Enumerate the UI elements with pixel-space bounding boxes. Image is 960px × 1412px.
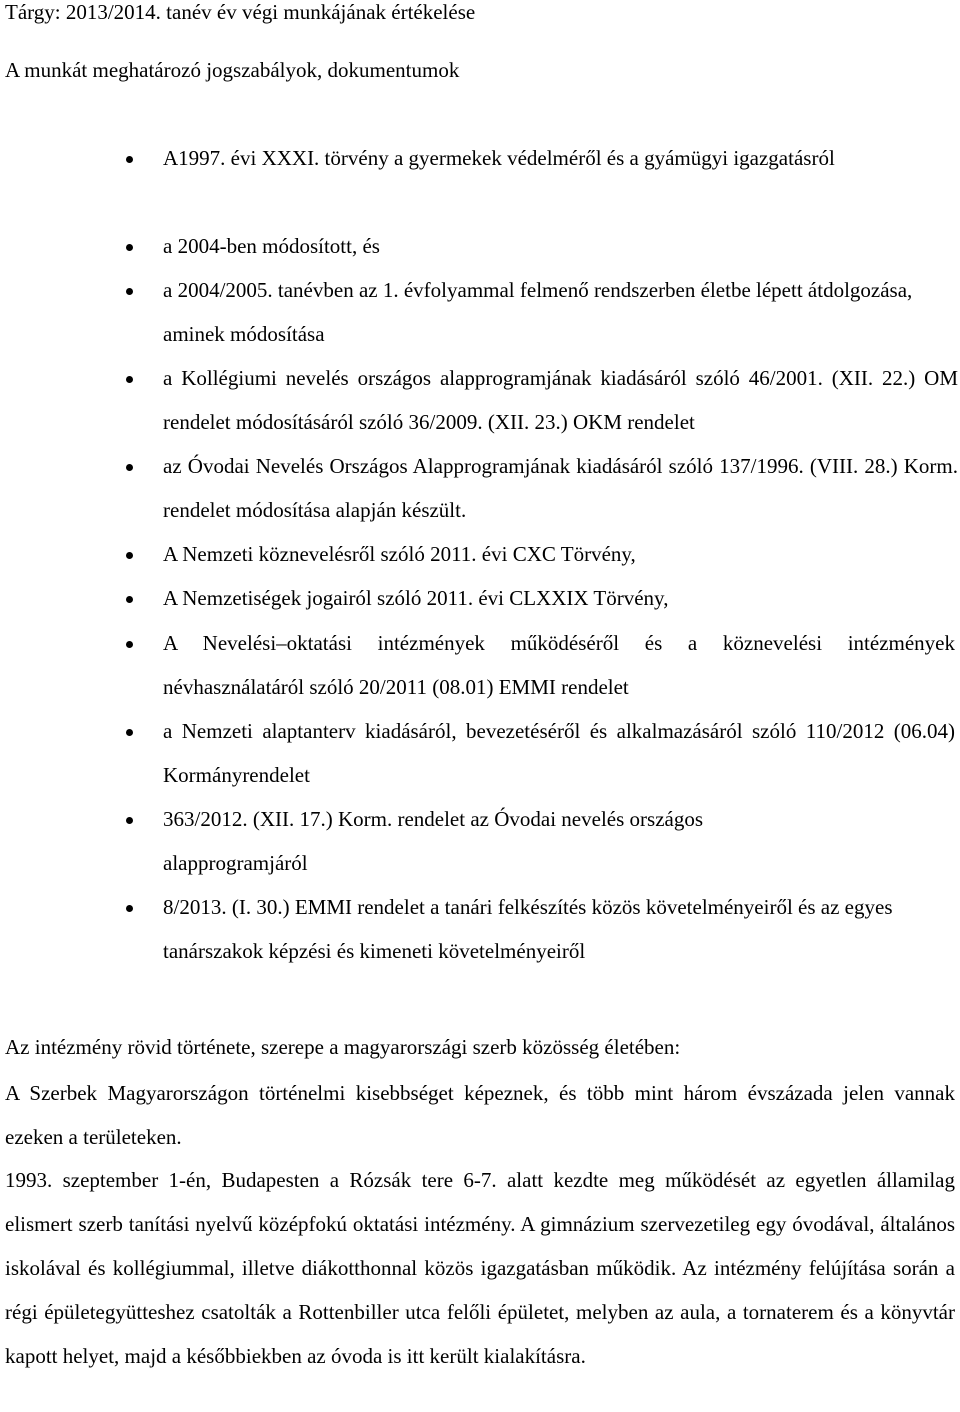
- bullet-icon: [126, 596, 133, 603]
- list-item-text: a 2004-ben módosított, és: [163, 234, 380, 258]
- list-item-text: A Nemzetiségek jogairól szóló 2011. évi CLXXIX Törvény,: [163, 586, 669, 610]
- bullet-icon: [126, 552, 133, 559]
- list-item-text: 8/2013. (I. 30.) EMMI rendelet a tanári felkészítés közös követelményeiről és az egyes tanárszakok képzési és kimeneti követelményeiről: [163, 895, 893, 963]
- list-item-text: A1997. évi XXXI. törvény a gyermekek védelméről és a gyámügyi igazgatásról: [163, 146, 835, 170]
- list-item-text: a Kollégiumi nevelés országos alapprogramjának kiadásáról szóló 46/2001. (XII. 22.) OM rendelet módosításáról szóló 36/2009. (XII. 23.) OKM rendelet: [163, 366, 958, 434]
- bullet-icon: [126, 641, 133, 648]
- list-item-text: A Nevelési–oktatási intézmények működéséről és a köznevelési intézmények névhasználatáról szóló 20/2011 (08.01) EMMI rendelet: [163, 631, 955, 699]
- subject-line: Tárgy: 2013/2014. tanév év végi munkájának értékelése: [5, 0, 476, 24]
- bullet-icon: [126, 464, 133, 471]
- list-item-text: A Nemzeti köznevelésről szóló 2011. évi CXC Törvény,: [163, 542, 636, 566]
- bullet-icon: [126, 288, 133, 295]
- bullet-icon: [126, 817, 133, 824]
- section-title: A munkát meghatározó jogszabályok, dokumentumok: [5, 58, 460, 82]
- history-title: Az intézmény rövid története, szerepe a magyarországi szerb közösség életében:: [5, 1035, 681, 1059]
- list-item-text: a 2004/2005. tanévben az 1. évfolyammal felmenő rendszerben életbe lépett átdolgozása, aminek módosítása: [163, 278, 913, 346]
- list-item-text: 363/2012. (XII. 17.) Korm. rendelet az Óvodai nevelés országos alapprogramjáról: [163, 807, 704, 875]
- list-item-text: a Nemzeti alaptanterv kiadásáról, bevezetéséről és alkalmazásáról szóló 110/2012 (06.04) Kormányrendelet: [163, 719, 955, 787]
- bullet-icon: [126, 156, 133, 163]
- bullet-icon: [126, 729, 133, 736]
- bullet-icon: [126, 376, 133, 383]
- history-paragraph-2: 1993. szeptember 1-én, Budapesten a Rózsák tere 6-7. alatt kezdte meg működését az egyetlen államilag elismert szerb tanítási nyelvű középfokú oktatási intézmény. A gimnázium szervezetileg egy óvodával, általános iskolával és kollégiummal, illetve diákotthonnal közös igazgatásban működik. Az intézmény felújítása során a régi épületegyütteshez csatolták a Rottenbiller utca felőli épületet, melyben az aula, a tornaterem és a könyvtár kapott helyet, majd a későbbiekben az óvoda is itt került kialakításra.: [5, 1168, 955, 1368]
- bullet-icon: [126, 905, 133, 912]
- bullet-icon: [126, 244, 133, 251]
- list-item-text: az Óvodai Nevelés Országos Alapprogramjának kiadásáról szóló 137/1996. (VIII. 28.) Korm. rendelet módosítása alapján készült.: [163, 454, 958, 522]
- history-paragraph-1: A Szerbek Magyarországon történelmi kisebbséget képeznek, és több mint három évszázada jelen vannak ezeken a területeken.: [5, 1081, 955, 1149]
